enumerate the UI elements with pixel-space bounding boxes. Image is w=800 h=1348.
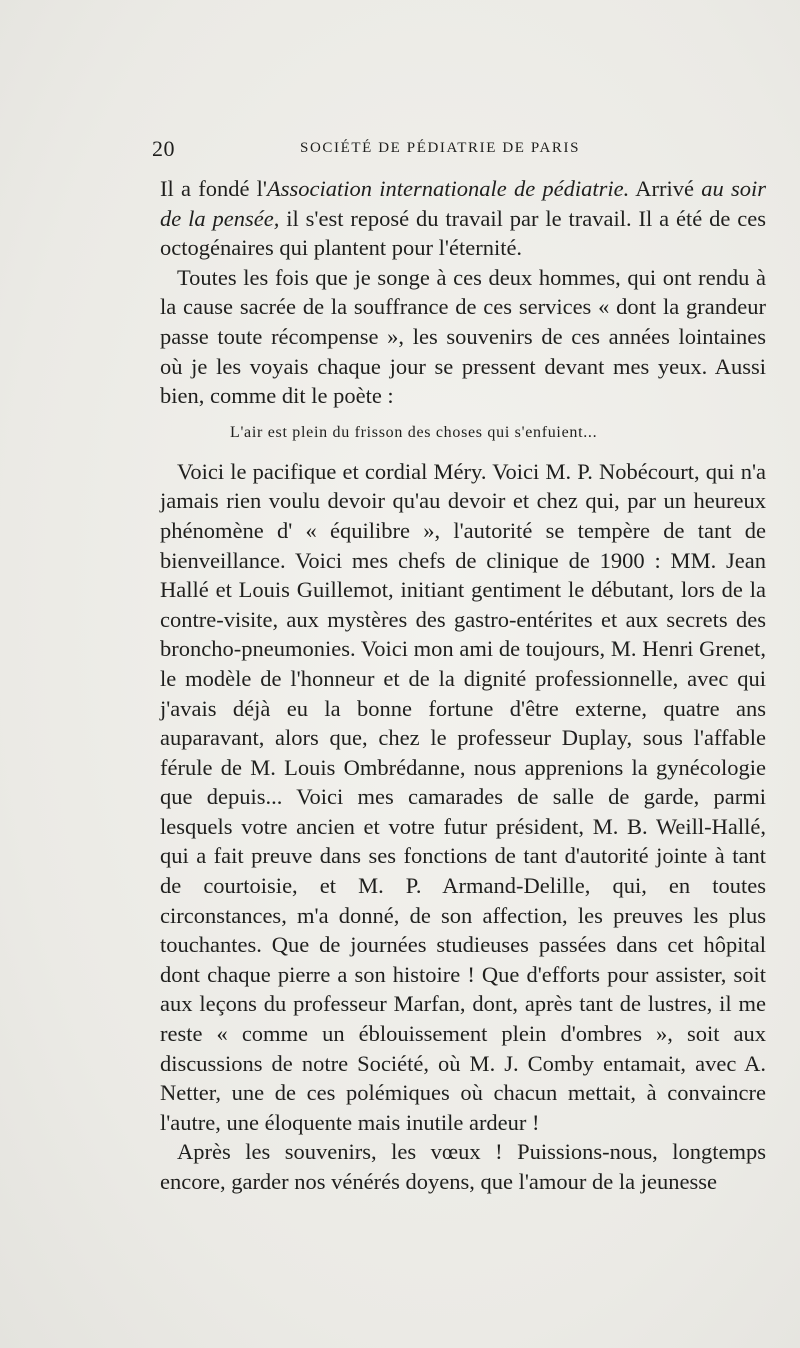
italic-soir-de-la-pensee: au soir de la pensée, — [160, 176, 767, 231]
verse-quotation: L'air est plein du frisson des choses qui s'enfuient... — [230, 423, 598, 441]
paragraph-1 — [160, 174, 766, 263]
page-header — [152, 136, 612, 166]
paragraph-2: Toutes les fois que je songe à ces deux hommes, qui ont rendu à la cause sacrée de la souffrance de ces services « dont la grandeur passe toute récompense », les souvenirs de ces années lointaines où je les voyais chaque jour se pressent devant mes yeux. Aussi bien, comme dit le poète : — [160, 264, 766, 409]
paragraph-1-before: Il a fondé l' — [160, 176, 267, 201]
page-number: 20 — [152, 136, 175, 161]
paragraph-3: Voici le pacifique et cordial Méry. Voici M. P. Nobécourt, qui n'a jamais rien voulu devoir qu'au devoir et chez qui, par un heureux phénomène d' « équilibre », l'autorité se tempère de tant de bienveillance. Voici mes chefs de clinique de 1900 : MM. Jean Hallé et Louis Guillemot, initiant gentiment le débutant, lors de la contre-visite, aux mystères des gastro-entérites et aux secrets des broncho-pneumonies. Voici mon ami de toujours, M. Henri Grenet, le modèle de l'honneur et de la dignité professionnelle, avec qui j'avais déjà eu la bonne fortune d'être externe, quatre ans auparavant, alors que, chez le professeur Duplay, sous l'affable férule de M. Louis Ombrédanne, nous apprenions la gynécologie que depuis... Voici mes camarades de salle de garde, parmi lesquels votre ancien et votre futur président, M. B. Weill-Hallé, qui a fait preuve dans ses fonctions de tant d'autorité jointe à tant de courtoisie, et M. P. Armand-Delille, qui, en toutes circonstances, m'a donné, de son affection, les preuves les plus touchantes. Que de journées studieuses passées dans cet hôpital dont chaque pierre a son histoire ! Que d'efforts pour assister, soit aux leçons du professeur Marfan, dont, après tant de lustres, il me reste « comme un éblouissement plein d'ombres », soit aux discussions de notre Société, où M. J. Comby entamait, avec A. Netter, une de ces polémiques où chacun mettait, à convaincre l'autre, une éloquente mais inutile ardeur ! — [160, 458, 766, 1135]
italic-association-title: Association internationale de pédiatrie. — [266, 176, 630, 201]
body-text — [160, 174, 766, 1197]
paragraph-1-middle: Arrivé — [629, 176, 702, 201]
paragraph-4: Après les souvenirs, les vœux ! Puissions-nous, longtemps encore, garder nos vénérés doyens, que l'amour de la jeunesse — [160, 1139, 766, 1194]
paragraph-1-after: il s'est reposé du travail par le travail. Il a été de ces octogénaires qui plantent pour l'éternité. — [160, 205, 766, 261]
running-title: SOCIÉTÉ DE PÉDIATRIE DE PARIS — [300, 140, 581, 156]
